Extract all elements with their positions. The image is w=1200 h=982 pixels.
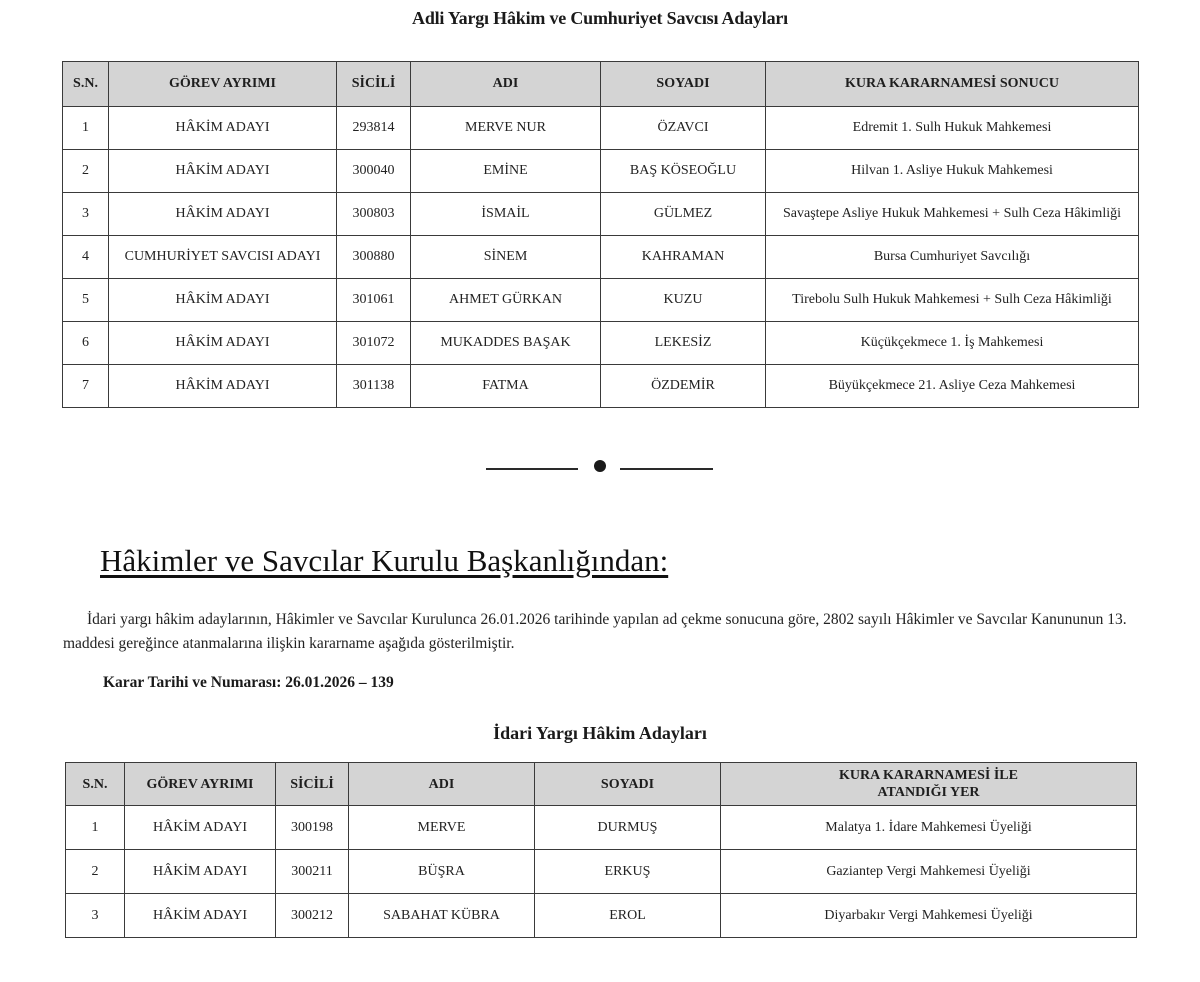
cell-adi: MUKADDES BAŞAK [411, 322, 601, 365]
cell-sicil: 300212 [276, 894, 349, 938]
cell-soyadi: KAHRAMAN [601, 236, 766, 279]
cell-soyadi: ÖZDEMİR [601, 365, 766, 408]
cell-sicil: 300040 [337, 150, 411, 193]
cell-gorev: HÂKİM ADAYI [109, 107, 337, 150]
cell-sicil: 301138 [337, 365, 411, 408]
cell-sn: 4 [63, 236, 109, 279]
cell-sonuc: Küçükçekmece 1. İş Mahkemesi [766, 322, 1139, 365]
cell-sn: 3 [66, 894, 125, 938]
cell-gorev: HÂKİM ADAYI [109, 365, 337, 408]
table-row [63, 150, 1139, 193]
divider-line-left [486, 468, 578, 470]
col-adi: ADI [411, 62, 601, 107]
col-sicil: SİCİLİ [337, 62, 411, 107]
cell-adi: FATMA [411, 365, 601, 408]
cell-adi: MERVE NUR [411, 107, 601, 150]
cell-soyadi: ÖZAVCI [601, 107, 766, 150]
cell-sicil: 300803 [337, 193, 411, 236]
section-divider [0, 458, 1200, 478]
cell-sonuc: Hilvan 1. Asliye Hukuk Mahkemesi [766, 150, 1139, 193]
cell-sonuc: Bursa Cumhuriyet Savcılığı [766, 236, 1139, 279]
cell-sn: 1 [63, 107, 109, 150]
table-row [63, 236, 1139, 279]
col-sicil: SİCİLİ [276, 763, 349, 806]
table-row [63, 193, 1139, 236]
cell-gorev: HÂKİM ADAYI [125, 806, 276, 850]
cell-gorev: CUMHURİYET SAVCISI ADAYI [109, 236, 337, 279]
cell-sn: 6 [63, 322, 109, 365]
table-row [63, 322, 1139, 365]
col-gorev: GÖREV AYRIMI [125, 763, 276, 806]
cell-sonuc: Savaştepe Asliye Hukuk Mahkemesi + Sulh Ceza Hâkimliği [766, 193, 1139, 236]
cell-sn: 5 [63, 279, 109, 322]
cell-soyadi: LEKESİZ [601, 322, 766, 365]
cell-sicil: 301072 [337, 322, 411, 365]
cell-adi: AHMET GÜRKAN [411, 279, 601, 322]
cell-sicil: 301061 [337, 279, 411, 322]
table-row [66, 894, 1137, 938]
col-gorev: GÖREV AYRIMI [109, 62, 337, 107]
cell-yer: Gaziantep Vergi Mahkemesi Üyeliği [721, 850, 1137, 894]
col-soyadi: SOYADI [601, 62, 766, 107]
section2-heading: Hâkimler ve Savcılar Kurulu Başkanlığından: [100, 543, 669, 578]
section2-title: İdari Yargı Hâkim Adayları [493, 723, 707, 743]
table-row [63, 107, 1139, 150]
section1-title: Adli Yargı Hâkim ve Cumhuriyet Savcısı Adayları [412, 8, 788, 28]
cell-sn: 3 [63, 193, 109, 236]
decision-date-number: Karar Tarihi ve Numarası: 26.01.2026 – 139 [103, 674, 394, 691]
table-header-row [63, 62, 1139, 107]
cell-adi: SABAHAT KÜBRA [349, 894, 535, 938]
col-sonuc: KURA KARARNAMESİ SONUCU [766, 62, 1139, 107]
cell-soyadi: KUZU [601, 279, 766, 322]
col-adi: ADI [349, 763, 535, 806]
cell-adi: SİNEM [411, 236, 601, 279]
cell-soyadi: DURMUŞ [535, 806, 721, 850]
announcement-paragraph: İdari yargı hâkim adaylarının, Hâkimler ve Savcılar Kurulunca 26.01.2026 tarihinde yapılan ad çekme sonucuna göre, 2802 sayılı Hâkimler ve Savcılar Kanununun 13. maddesi gereğince atanmalarına ilişkin kararname aşağıda gösterilmiştir. [63, 611, 1127, 652]
divider-line-right [620, 468, 713, 470]
cell-adi: EMİNE [411, 150, 601, 193]
cell-sn: 1 [66, 806, 125, 850]
cell-soyadi: BAŞ KÖSEOĞLU [601, 150, 766, 193]
cell-gorev: HÂKİM ADAYI [109, 279, 337, 322]
cell-gorev: HÂKİM ADAYI [125, 850, 276, 894]
col-atandigi-yer-line1: KURA KARARNAMESİ İLE [839, 768, 1018, 783]
cell-gorev: HÂKİM ADAYI [109, 150, 337, 193]
cell-yer: Malatya 1. İdare Mahkemesi Üyeliği [721, 806, 1137, 850]
table-row [66, 850, 1137, 894]
cell-soyadi: EROL [535, 894, 721, 938]
cell-sonuc: Tirebolu Sulh Hukuk Mahkemesi + Sulh Ceza Hâkimliği [766, 279, 1139, 322]
adli-yargi-table [62, 61, 1139, 408]
cell-gorev: HÂKİM ADAYI [109, 193, 337, 236]
idari-yargi-table [65, 762, 1137, 938]
col-atandigi-yer-line2: ATANDIĞI YER [877, 785, 980, 800]
table-row [66, 806, 1137, 850]
cell-adi: İSMAİL [411, 193, 601, 236]
col-atandigi-yer [721, 763, 1137, 806]
table-row [63, 365, 1139, 408]
table-row [63, 279, 1139, 322]
col-soyadi: SOYADI [535, 763, 721, 806]
cell-sn: 2 [63, 150, 109, 193]
cell-sonuc: Büyükçekmece 21. Asliye Ceza Mahkemesi [766, 365, 1139, 408]
cell-yer: Diyarbakır Vergi Mahkemesi Üyeliği [721, 894, 1137, 938]
table-header-row [66, 763, 1137, 806]
cell-sonuc: Edremit 1. Sulh Hukuk Mahkemesi [766, 107, 1139, 150]
cell-sicil: 300880 [337, 236, 411, 279]
cell-adi: MERVE [349, 806, 535, 850]
cell-soyadi: ERKUŞ [535, 850, 721, 894]
cell-sicil: 300198 [276, 806, 349, 850]
cell-sicil: 300211 [276, 850, 349, 894]
col-sn: S.N. [66, 763, 125, 806]
bullet-divider-icon [594, 460, 606, 472]
cell-sn: 7 [63, 365, 109, 408]
cell-sicil: 293814 [337, 107, 411, 150]
cell-soyadi: GÜLMEZ [601, 193, 766, 236]
col-sn: S.N. [63, 62, 109, 107]
cell-sn: 2 [66, 850, 125, 894]
cell-gorev: HÂKİM ADAYI [109, 322, 337, 365]
cell-gorev: HÂKİM ADAYI [125, 894, 276, 938]
cell-adi: BÜŞRA [349, 850, 535, 894]
